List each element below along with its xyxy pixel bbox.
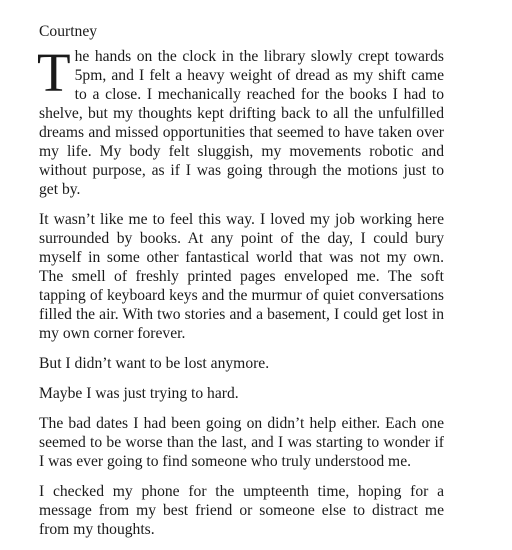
drop-cap: T [37,42,71,103]
paragraph: I checked my phone for the umpteenth time, hoping for a message from my best friend or someone else to distract me from my thoughts. [39,483,444,538]
opening-paragraph [37,42,444,199]
opening-paragraph-text: he hands on the clock in the library slowly crept towards 5pm, and I felt a heavy weight of dread as my shift came to a close. I mechanically reached for the books I had to shelve, but my thoughts kept drifting back to all the unfulfilled dreams and missed opportunities that seemed to have taken over my life. My body felt sluggish, my movements robotic and without purpose, as if I was going through the motions just to get by. [39,48,444,198]
paragraph: But I didn’t want to be lost anymore. [39,355,270,372]
paragraph: The bad dates I had been going on didn’t help either. Each one seemed to be worse than the last, and I was starting to wonder if I was ever going to find someone who truly understood me. [39,415,444,470]
paragraph: It wasn’t like me to feel this way. I loved my job working here surrounded by books. At any point of the day, I could bury myself in some other fantastical world that was not my own. The smell of freshly printed pages enveloped me. The soft tapping of keyboard keys and the murmur of quiet conversations filled the air. With two stories and a basement, I could get lost in my own corner forever. [39,211,444,342]
pov-heading: Courtney [39,23,98,40]
paragraph: Maybe I was just trying to hard. [39,385,239,402]
document-page [39,22,444,550]
